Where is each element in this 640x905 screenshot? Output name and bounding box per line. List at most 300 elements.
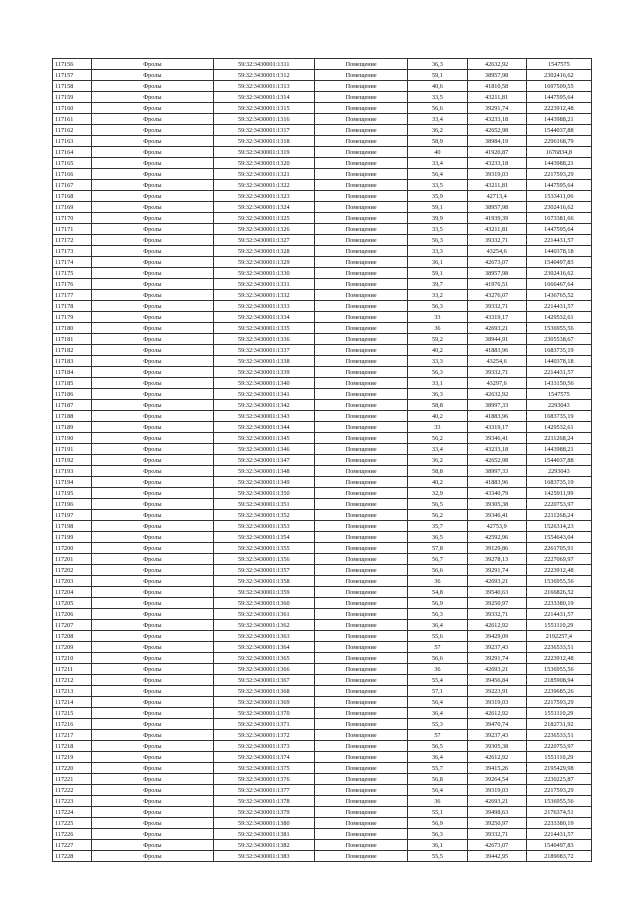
cadastral-value-cell: 2302416,62 bbox=[526, 202, 591, 213]
table-row bbox=[53, 807, 592, 818]
cadastral-number-cell: 59:32:3430001:1365 bbox=[213, 653, 314, 664]
specific-value-cell: 42592,96 bbox=[467, 532, 526, 543]
cadastral-value-cell: 2217593,29 bbox=[526, 697, 591, 708]
locality-cell: Фролы bbox=[92, 653, 213, 664]
row-number-cell: 117170 bbox=[53, 213, 92, 224]
cadastral-number-cell: 59:32:3430001:1335 bbox=[213, 323, 314, 334]
area-cell: 58,8 bbox=[408, 466, 467, 477]
row-number-cell: 117197 bbox=[53, 510, 92, 521]
area-cell: 56,7 bbox=[408, 554, 467, 565]
specific-value-cell: 41883,96 bbox=[467, 345, 526, 356]
table-row bbox=[53, 521, 592, 532]
object-type-cell: Помещение bbox=[314, 169, 407, 180]
row-number-cell: 117224 bbox=[53, 807, 92, 818]
table-row bbox=[53, 224, 592, 235]
locality-cell: Фролы bbox=[92, 92, 213, 103]
object-type-cell: Помещение bbox=[314, 246, 407, 257]
locality-cell: Фролы bbox=[92, 609, 213, 620]
cadastral-number-cell: 59:32:3430001:1375 bbox=[213, 763, 314, 774]
cadastral-value-cell: 1433150,56 bbox=[526, 378, 591, 389]
row-number-cell: 117162 bbox=[53, 125, 92, 136]
specific-value-cell: 39332,71 bbox=[467, 609, 526, 620]
area-cell: 36,2 bbox=[408, 125, 467, 136]
specific-value-cell: 41883,96 bbox=[467, 411, 526, 422]
area-cell: 59,1 bbox=[408, 268, 467, 279]
table-row bbox=[53, 191, 592, 202]
locality-cell: Фролы bbox=[92, 752, 213, 763]
cadastral-number-cell: 59:32:3430001:1342 bbox=[213, 400, 314, 411]
object-type-cell: Помещение bbox=[314, 213, 407, 224]
row-number-cell: 117194 bbox=[53, 477, 92, 488]
row-number-cell: 117163 bbox=[53, 136, 92, 147]
cadastral-value-cell: 2214431,57 bbox=[526, 235, 591, 246]
locality-cell: Фролы bbox=[92, 598, 213, 609]
table-row bbox=[53, 598, 592, 609]
cadastral-value-cell: 1554643,04 bbox=[526, 532, 591, 543]
row-number-cell: 117177 bbox=[53, 290, 92, 301]
locality-cell: Фролы bbox=[92, 807, 213, 818]
cadastral-number-cell: 59:32:3430001:1341 bbox=[213, 389, 314, 400]
cadastral-value-cell: 1551110,29 bbox=[526, 620, 591, 631]
table-row bbox=[53, 246, 592, 257]
area-cell: 55,6 bbox=[408, 631, 467, 642]
locality-cell: Фролы bbox=[92, 301, 213, 312]
locality-cell: Фролы bbox=[92, 334, 213, 345]
specific-value-cell: 43319,17 bbox=[467, 312, 526, 323]
cadastral-value-cell: 1526314,23 bbox=[526, 521, 591, 532]
specific-value-cell: 39415,26 bbox=[467, 763, 526, 774]
table-row bbox=[53, 477, 592, 488]
area-cell: 55,1 bbox=[408, 807, 467, 818]
locality-cell: Фролы bbox=[92, 323, 213, 334]
specific-value-cell: 39319,03 bbox=[467, 169, 526, 180]
row-number-cell: 117158 bbox=[53, 81, 92, 92]
row-number-cell: 117199 bbox=[53, 532, 92, 543]
area-cell: 56,3 bbox=[408, 829, 467, 840]
row-number-cell: 117178 bbox=[53, 301, 92, 312]
locality-cell: Фролы bbox=[92, 114, 213, 125]
area-cell: 55,7 bbox=[408, 763, 467, 774]
cadastral-value-cell: 2227069,97 bbox=[526, 554, 591, 565]
table-row bbox=[53, 488, 592, 499]
area-cell: 58,9 bbox=[408, 136, 467, 147]
specific-value-cell: 39305,38 bbox=[467, 499, 526, 510]
cadastral-value-cell: 2211268,24 bbox=[526, 433, 591, 444]
specific-value-cell: 41920,87 bbox=[467, 147, 526, 158]
cadastral-number-cell: 59:32:3430001:1346 bbox=[213, 444, 314, 455]
specific-value-cell: 38944,91 bbox=[467, 334, 526, 345]
locality-cell: Фролы bbox=[92, 763, 213, 774]
specific-value-cell: 42612,92 bbox=[467, 708, 526, 719]
cadastral-value-cell: 1673381,66 bbox=[526, 213, 591, 224]
object-type-cell: Помещение bbox=[314, 752, 407, 763]
area-cell: 36 bbox=[408, 664, 467, 675]
cadastral-number-cell: 59:32:3430001:1351 bbox=[213, 499, 314, 510]
cadastral-number-cell: 59:32:3430001:1329 bbox=[213, 257, 314, 268]
cadastral-value-cell: 1683735,19 bbox=[526, 345, 591, 356]
row-number-cell: 117217 bbox=[53, 730, 92, 741]
object-type-cell: Помещение bbox=[314, 290, 407, 301]
row-number-cell: 117191 bbox=[53, 444, 92, 455]
specific-value-cell: 38957,98 bbox=[467, 70, 526, 81]
row-number-cell: 117203 bbox=[53, 576, 92, 587]
table-row bbox=[53, 642, 592, 653]
locality-cell: Фролы bbox=[92, 136, 213, 147]
cadastral-number-cell: 59:32:3430001:1380 bbox=[213, 818, 314, 829]
cadastral-value-cell: 1440378,18 bbox=[526, 356, 591, 367]
row-number-cell: 117206 bbox=[53, 609, 92, 620]
object-type-cell: Помещение bbox=[314, 59, 407, 70]
object-type-cell: Помещение bbox=[314, 664, 407, 675]
table-row bbox=[53, 147, 592, 158]
table-row bbox=[53, 70, 592, 81]
cadastral-value-cell: 1533411,06 bbox=[526, 191, 591, 202]
cadastral-value-cell: 1536955,56 bbox=[526, 576, 591, 587]
locality-cell: Фролы bbox=[92, 367, 213, 378]
area-cell: 33,1 bbox=[408, 378, 467, 389]
specific-value-cell: 42693,21 bbox=[467, 576, 526, 587]
area-cell: 56,5 bbox=[408, 741, 467, 752]
cadastral-number-cell: 59:32:3430001:1336 bbox=[213, 334, 314, 345]
specific-value-cell: 38997,33 bbox=[467, 400, 526, 411]
row-number-cell: 117221 bbox=[53, 774, 92, 785]
object-type-cell: Помещение bbox=[314, 521, 407, 532]
table-row bbox=[53, 378, 592, 389]
table-row bbox=[53, 708, 592, 719]
row-number-cell: 117181 bbox=[53, 334, 92, 345]
table-row bbox=[53, 741, 592, 752]
specific-value-cell: 41939,39 bbox=[467, 213, 526, 224]
cadastral-value-cell: 1666467,64 bbox=[526, 279, 591, 290]
object-type-cell: Помещение bbox=[314, 411, 407, 422]
locality-cell: Фролы bbox=[92, 169, 213, 180]
area-cell: 56,6 bbox=[408, 103, 467, 114]
object-type-cell: Помещение bbox=[314, 312, 407, 323]
area-cell: 36 bbox=[408, 323, 467, 334]
cadastral-value-cell: 1540497,83 bbox=[526, 840, 591, 851]
row-number-cell: 117201 bbox=[53, 554, 92, 565]
locality-cell: Фролы bbox=[92, 697, 213, 708]
object-type-cell: Помещение bbox=[314, 147, 407, 158]
cadastral-value-cell: 2233380,19 bbox=[526, 598, 591, 609]
cadastral-number-cell: 59:32:3430001:1319 bbox=[213, 147, 314, 158]
row-number-cell: 117172 bbox=[53, 235, 92, 246]
table-row bbox=[53, 411, 592, 422]
cadastral-value-cell: 2195429,98 bbox=[526, 763, 591, 774]
area-cell: 57 bbox=[408, 642, 467, 653]
specific-value-cell: 39291,74 bbox=[467, 103, 526, 114]
table-row bbox=[53, 785, 592, 796]
locality-cell: Фролы bbox=[92, 477, 213, 488]
area-cell: 55,3 bbox=[408, 719, 467, 730]
locality-cell: Фролы bbox=[92, 466, 213, 477]
locality-cell: Фролы bbox=[92, 532, 213, 543]
area-cell: 56,3 bbox=[408, 301, 467, 312]
cadastral-value-cell: 2223912,48 bbox=[526, 103, 591, 114]
object-type-cell: Помещение bbox=[314, 114, 407, 125]
cadastral-value-cell: 1447595,64 bbox=[526, 180, 591, 191]
specific-value-cell: 43211,81 bbox=[467, 180, 526, 191]
object-type-cell: Помещение bbox=[314, 774, 407, 785]
row-number-cell: 117165 bbox=[53, 158, 92, 169]
row-number-cell: 117196 bbox=[53, 499, 92, 510]
object-type-cell: Помещение bbox=[314, 444, 407, 455]
table-row bbox=[53, 356, 592, 367]
object-type-cell: Помещение bbox=[314, 631, 407, 642]
area-cell: 56,2 bbox=[408, 433, 467, 444]
table-row bbox=[53, 290, 592, 301]
table-row bbox=[53, 829, 592, 840]
table-row bbox=[53, 631, 592, 642]
table-row bbox=[53, 455, 592, 466]
locality-cell: Фролы bbox=[92, 774, 213, 785]
cadastral-value-cell: 1443988,21 bbox=[526, 114, 591, 125]
cadastral-number-cell: 59:32:3430001:1325 bbox=[213, 213, 314, 224]
object-type-cell: Помещение bbox=[314, 455, 407, 466]
area-cell: 39,7 bbox=[408, 279, 467, 290]
table-row bbox=[53, 510, 592, 521]
area-cell: 36,1 bbox=[408, 257, 467, 268]
object-type-cell: Помещение bbox=[314, 598, 407, 609]
row-number-cell: 117222 bbox=[53, 785, 92, 796]
cadastral-value-cell: 1697509,55 bbox=[526, 81, 591, 92]
cadastral-number-cell: 59:32:3430001:1371 bbox=[213, 719, 314, 730]
table-row bbox=[53, 103, 592, 114]
area-cell: 59,2 bbox=[408, 334, 467, 345]
object-type-cell: Помещение bbox=[314, 125, 407, 136]
area-cell: 39,9 bbox=[408, 213, 467, 224]
specific-value-cell: 38957,98 bbox=[467, 268, 526, 279]
table-row bbox=[53, 653, 592, 664]
cadastral-number-cell: 59:32:3430001:1318 bbox=[213, 136, 314, 147]
specific-value-cell: 39456,84 bbox=[467, 675, 526, 686]
cadastral-value-cell: 1425911,99 bbox=[526, 488, 591, 499]
cadastral-value-cell: 2220753,97 bbox=[526, 499, 591, 510]
table-row bbox=[53, 59, 592, 70]
object-type-cell: Помещение bbox=[314, 334, 407, 345]
cadastral-value-cell: 2293043 bbox=[526, 466, 591, 477]
table-row bbox=[53, 312, 592, 323]
locality-cell: Фролы bbox=[92, 543, 213, 554]
specific-value-cell: 39291,74 bbox=[467, 653, 526, 664]
object-type-cell: Помещение bbox=[314, 378, 407, 389]
object-type-cell: Помещение bbox=[314, 433, 407, 444]
cadastral-value-cell: 2305538,67 bbox=[526, 334, 591, 345]
locality-cell: Фролы bbox=[92, 400, 213, 411]
row-number-cell: 117156 bbox=[53, 59, 92, 70]
object-type-cell: Помещение bbox=[314, 92, 407, 103]
cadastral-number-cell: 59:32:3430001:1376 bbox=[213, 774, 314, 785]
row-number-cell: 117161 bbox=[53, 114, 92, 125]
row-number-cell: 117166 bbox=[53, 169, 92, 180]
cadastral-number-cell: 59:32:3430001:1381 bbox=[213, 829, 314, 840]
row-number-cell: 117226 bbox=[53, 829, 92, 840]
specific-value-cell: 43297,6 bbox=[467, 378, 526, 389]
locality-cell: Фролы bbox=[92, 730, 213, 741]
locality-cell: Фролы bbox=[92, 829, 213, 840]
area-cell: 33,2 bbox=[408, 290, 467, 301]
cadastral-number-cell: 59:32:3430001:1369 bbox=[213, 697, 314, 708]
cadastral-value-cell: 2236533,51 bbox=[526, 642, 591, 653]
object-type-cell: Помещение bbox=[314, 851, 407, 862]
area-cell: 35,9 bbox=[408, 191, 467, 202]
row-number-cell: 117200 bbox=[53, 543, 92, 554]
specific-value-cell: 39346,41 bbox=[467, 433, 526, 444]
object-type-cell: Помещение bbox=[314, 796, 407, 807]
area-cell: 35,7 bbox=[408, 521, 467, 532]
cadastral-number-cell: 59:32:3430001:1311 bbox=[213, 59, 314, 70]
specific-value-cell: 38984,19 bbox=[467, 136, 526, 147]
area-cell: 56,4 bbox=[408, 785, 467, 796]
cadastral-value-cell: 2302416,62 bbox=[526, 70, 591, 81]
table-row bbox=[53, 81, 592, 92]
row-number-cell: 117227 bbox=[53, 840, 92, 851]
cadastral-number-cell: 59:32:3430001:1332 bbox=[213, 290, 314, 301]
table-row bbox=[53, 763, 592, 774]
cadastral-number-cell: 59:32:3430001:1379 bbox=[213, 807, 314, 818]
table-row bbox=[53, 334, 592, 345]
table-row bbox=[53, 158, 592, 169]
locality-cell: Фролы bbox=[92, 664, 213, 675]
area-cell: 56,9 bbox=[408, 598, 467, 609]
row-number-cell: 117159 bbox=[53, 92, 92, 103]
cadastral-value-cell: 2214431,57 bbox=[526, 367, 591, 378]
cadastral-number-cell: 59:32:3430001:1347 bbox=[213, 455, 314, 466]
table-row bbox=[53, 92, 592, 103]
specific-value-cell: 39332,71 bbox=[467, 301, 526, 312]
cadastral-value-cell: 2189083,72 bbox=[526, 851, 591, 862]
cadastral-value-cell: 1551110,29 bbox=[526, 752, 591, 763]
cadastral-value-cell: 2214431,57 bbox=[526, 829, 591, 840]
cadastral-number-cell: 59:32:3430001:1331 bbox=[213, 279, 314, 290]
area-cell: 40,2 bbox=[408, 477, 467, 488]
object-type-cell: Помещение bbox=[314, 719, 407, 730]
table-row bbox=[53, 675, 592, 686]
cadastral-value-cell: 2182731,92 bbox=[526, 719, 591, 730]
table-row bbox=[53, 719, 592, 730]
locality-cell: Фролы bbox=[92, 147, 213, 158]
cadastral-value-cell: 2217593,29 bbox=[526, 169, 591, 180]
cadastral-value-cell: 2230225,87 bbox=[526, 774, 591, 785]
cadastral-value-cell: 2236533,51 bbox=[526, 730, 591, 741]
area-cell: 40,2 bbox=[408, 411, 467, 422]
row-number-cell: 117208 bbox=[53, 631, 92, 642]
cadastral-value-cell: 2214431,57 bbox=[526, 609, 591, 620]
object-type-cell: Помещение bbox=[314, 587, 407, 598]
cadastral-number-cell: 59:32:3430001:1344 bbox=[213, 422, 314, 433]
row-number-cell: 117179 bbox=[53, 312, 92, 323]
row-number-cell: 117168 bbox=[53, 191, 92, 202]
specific-value-cell: 39278,13 bbox=[467, 554, 526, 565]
locality-cell: Фролы bbox=[92, 642, 213, 653]
cadastral-value-cell: 1544037,88 bbox=[526, 125, 591, 136]
row-number-cell: 117211 bbox=[53, 664, 92, 675]
cadastral-value-cell: 1443988,21 bbox=[526, 158, 591, 169]
cadastral-number-cell: 59:32:3430001:1328 bbox=[213, 246, 314, 257]
object-type-cell: Помещение bbox=[314, 576, 407, 587]
cadastral-value-cell: 2211268,24 bbox=[526, 510, 591, 521]
cadastral-value-cell: 1544037,88 bbox=[526, 455, 591, 466]
locality-cell: Фролы bbox=[92, 257, 213, 268]
cadastral-number-cell: 59:32:3430001:1326 bbox=[213, 224, 314, 235]
object-type-cell: Помещение bbox=[314, 356, 407, 367]
cadastral-value-cell: 1683735,19 bbox=[526, 477, 591, 488]
cadastral-number-cell: 59:32:3430001:1373 bbox=[213, 741, 314, 752]
area-cell: 36,3 bbox=[408, 389, 467, 400]
table-row bbox=[53, 202, 592, 213]
area-cell: 59,1 bbox=[408, 70, 467, 81]
cadastral-number-cell: 59:32:3430001:1377 bbox=[213, 785, 314, 796]
object-type-cell: Помещение bbox=[314, 532, 407, 543]
object-type-cell: Помещение bbox=[314, 389, 407, 400]
area-cell: 33,5 bbox=[408, 180, 467, 191]
cadastral-value-cell: 1429532,61 bbox=[526, 312, 591, 323]
locality-cell: Фролы bbox=[92, 103, 213, 114]
table-row bbox=[53, 301, 592, 312]
locality-cell: Фролы bbox=[92, 411, 213, 422]
locality-cell: Фролы bbox=[92, 785, 213, 796]
cadastral-number-cell: 59:32:3430001:1358 bbox=[213, 576, 314, 587]
cadastral-value-cell: 2302416,62 bbox=[526, 268, 591, 279]
table-row bbox=[53, 466, 592, 477]
area-cell: 33,5 bbox=[408, 224, 467, 235]
cadastral-number-cell: 59:32:3430001:1323 bbox=[213, 191, 314, 202]
specific-value-cell: 42632,92 bbox=[467, 389, 526, 400]
row-number-cell: 117169 bbox=[53, 202, 92, 213]
area-cell: 56,3 bbox=[408, 367, 467, 378]
object-type-cell: Помещение bbox=[314, 818, 407, 829]
row-number-cell: 117225 bbox=[53, 818, 92, 829]
cadastral-number-cell: 59:32:3430001:1349 bbox=[213, 477, 314, 488]
specific-value-cell: 42713,4 bbox=[467, 191, 526, 202]
locality-cell: Фролы bbox=[92, 499, 213, 510]
area-cell: 57,1 bbox=[408, 686, 467, 697]
row-number-cell: 117189 bbox=[53, 422, 92, 433]
cadastral-value-cell: 2233380,19 bbox=[526, 818, 591, 829]
row-number-cell: 117167 bbox=[53, 180, 92, 191]
locality-cell: Фролы bbox=[92, 378, 213, 389]
cadastral-value-cell: 2217593,29 bbox=[526, 785, 591, 796]
object-type-cell: Помещение bbox=[314, 323, 407, 334]
locality-cell: Фролы bbox=[92, 796, 213, 807]
area-cell: 55,4 bbox=[408, 675, 467, 686]
object-type-cell: Помещение bbox=[314, 191, 407, 202]
row-number-cell: 117216 bbox=[53, 719, 92, 730]
table-row bbox=[53, 400, 592, 411]
area-cell: 56,3 bbox=[408, 235, 467, 246]
table-body bbox=[53, 59, 592, 862]
locality-cell: Фролы bbox=[92, 455, 213, 466]
object-type-cell: Помещение bbox=[314, 510, 407, 521]
cadastral-value-cell: 2223912,48 bbox=[526, 653, 591, 664]
specific-value-cell: 39291,74 bbox=[467, 565, 526, 576]
object-type-cell: Помещение bbox=[314, 829, 407, 840]
specific-value-cell: 42652,98 bbox=[467, 455, 526, 466]
cadastral-number-cell: 59:32:3430001:1348 bbox=[213, 466, 314, 477]
cadastral-number-cell: 59:32:3430001:1366 bbox=[213, 664, 314, 675]
cadastral-value-table bbox=[52, 58, 592, 862]
area-cell: 55,5 bbox=[408, 851, 467, 862]
cadastral-value-cell: 2176374,51 bbox=[526, 807, 591, 818]
object-type-cell: Помещение bbox=[314, 741, 407, 752]
specific-value-cell: 39319,03 bbox=[467, 697, 526, 708]
row-number-cell: 117182 bbox=[53, 345, 92, 356]
specific-value-cell: 43340,79 bbox=[467, 488, 526, 499]
area-cell: 33,4 bbox=[408, 114, 467, 125]
row-number-cell: 117188 bbox=[53, 411, 92, 422]
cadastral-number-cell: 59:32:3430001:1355 bbox=[213, 543, 314, 554]
cadastral-number-cell: 59:32:3430001:1360 bbox=[213, 598, 314, 609]
